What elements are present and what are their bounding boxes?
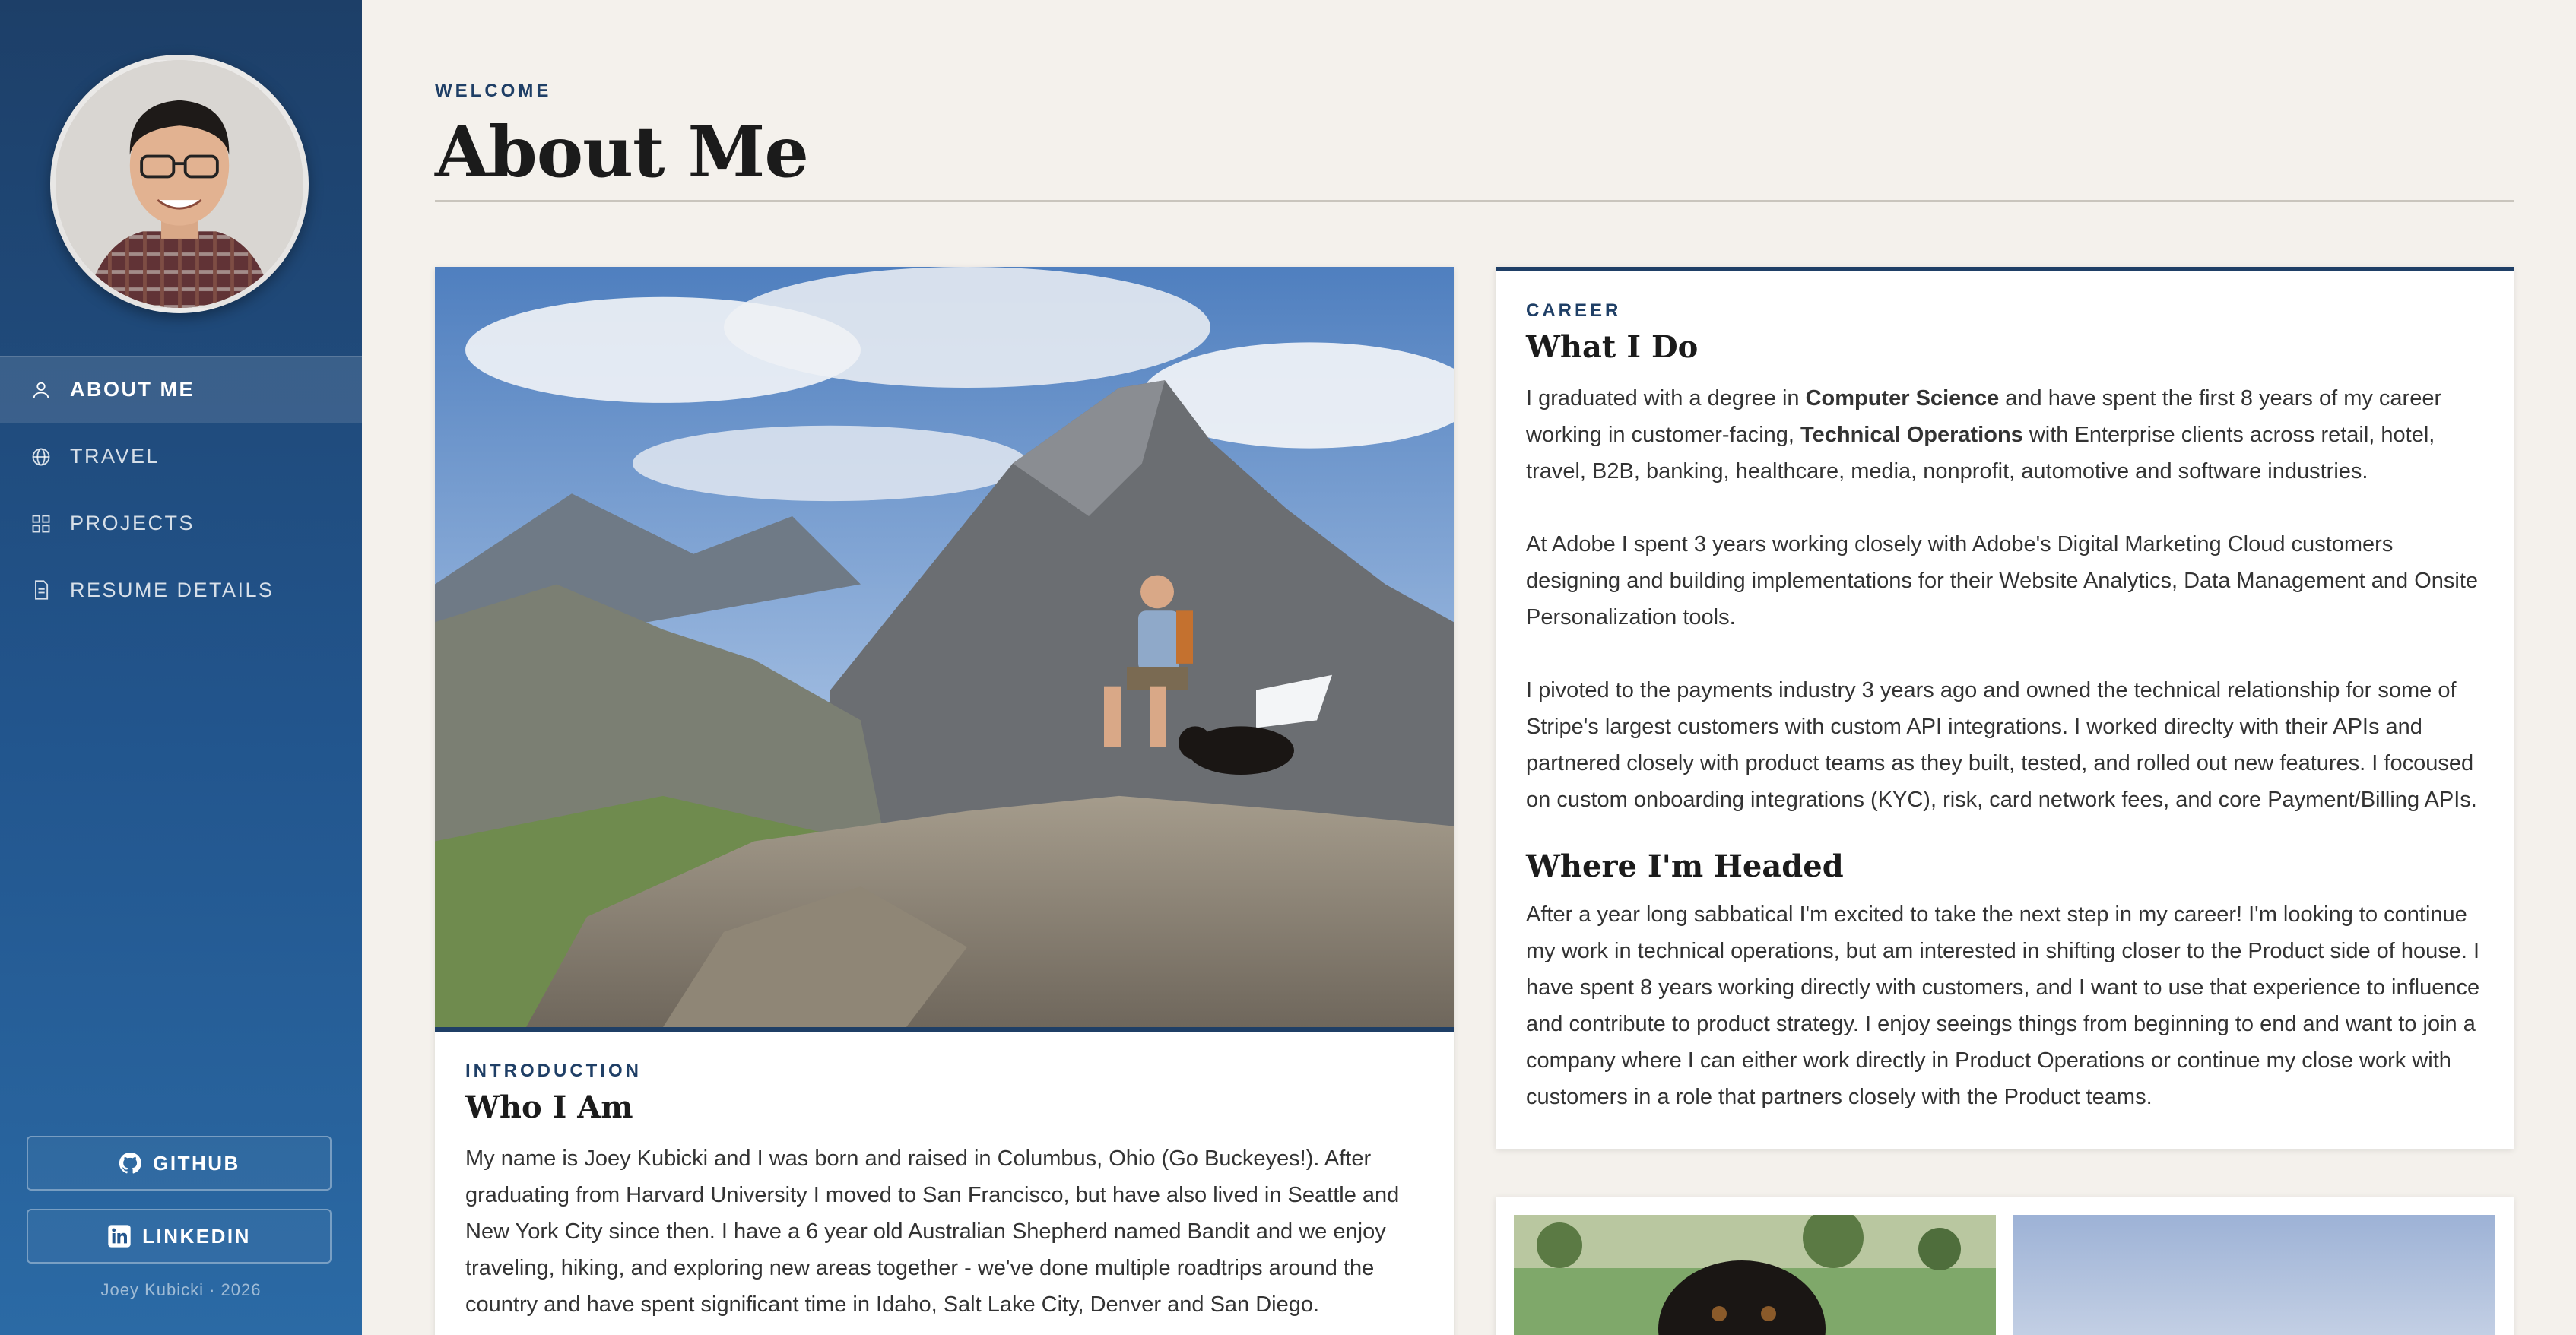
page-eyebrow: WELCOME	[435, 81, 552, 101]
mountain-photo	[435, 267, 1454, 1027]
avatar	[50, 55, 309, 313]
github-label: GITHUB	[153, 1151, 240, 1175]
career-body	[1496, 271, 2514, 1115]
footer-note: Joey Kubicki · 2026	[100, 1280, 262, 1299]
dog-photo[interactable]	[1514, 1215, 1996, 1335]
intro-eyebrow: INTRODUCTION	[465, 1061, 642, 1081]
nav-item-resume-details[interactable]	[0, 557, 362, 623]
sky-photo[interactable]	[2013, 1215, 2495, 1335]
nav-item-about-me[interactable]	[0, 356, 362, 423]
header-divider	[435, 200, 2514, 202]
github-icon	[118, 1151, 142, 1175]
nav-item-projects[interactable]	[0, 490, 362, 557]
document-icon	[30, 579, 52, 601]
person-icon	[30, 379, 52, 401]
intro-card	[435, 267, 1454, 1335]
nav-item-travel[interactable]	[0, 423, 362, 490]
headed-text: After a year long sabbatical I'm excited to take the next step in my career! I'm looking to continue my work in technical operations, but am interested in shifting closer to the Product side of house. I have spent 8 years working directly with customers, and I want to use that experience to influence and contribute to product strategy. I enjoy seeings things from beginning to end and want to join a company where I can either work directly in Product Operations or continue my close work with customers in a role that partners closely with the Product teams.	[1526, 902, 2480, 1109]
nav-label: PROJECTS	[70, 512, 195, 534]
globe-icon	[30, 446, 52, 468]
sidebar-nav	[0, 356, 362, 623]
page-title: About Me	[435, 111, 808, 193]
career-card	[1496, 267, 2514, 1149]
sidebar	[0, 0, 362, 1335]
career-paragraph-1	[1526, 380, 2483, 490]
text-segment: I graduated with a degree in	[1526, 386, 1806, 411]
github-button[interactable]	[27, 1136, 332, 1191]
nav-label: RESUME DETAILS	[70, 578, 274, 601]
highlight-technical-operations: Technical Operations	[1800, 423, 2023, 447]
profile-photo	[56, 60, 303, 308]
sky-image	[2013, 1215, 2495, 1335]
gallery-card	[1496, 1197, 2514, 1335]
career-paragraph-3: I pivoted to the payments industry 3 years ago and owned the technical relationship for some of Stripe's largest customers with custom API integrations. I worked direclty with their APIs and partnered closely with product teams as they built, tested, and rolled out new features. I focoused on custom onboarding integrations (KYC), risk, card network fees, and core Payment/Billing APIs.	[1526, 678, 2477, 812]
hiking-photo	[435, 267, 1454, 1032]
career-paragraph-2: At Adobe I spent 3 years working closely with Adobe's Digital Marketing Cloud customers designing and building implementations for their Website Analytics, Data Management and Onsite Personalization tools.	[1526, 532, 2479, 629]
text-segment: and have spent the first 8 years of my career working in customer-facing,	[1526, 386, 2442, 447]
headed-title: Where I'm Headed	[1526, 848, 1844, 884]
intro-text: My name is Joey Kubicki and I was born and raised in Columbus, Ohio (Go Buckeyes!). After graduating from Harvard University I moved to San Francisco, but have also lived in Seattle and New York City since then. I have a 6 year old Australian Shepherd named Bandit and we enjoy traveling, hiking, and exploring new areas together - we've done multiple roadtrips around the country and have spent significant time in Idaho, Salt Lake City, Denver and San Diego.	[465, 1146, 1400, 1317]
linkedin-button[interactable]	[27, 1209, 332, 1264]
page-header	[435, 81, 2514, 193]
linkedin-icon	[107, 1224, 132, 1248]
nav-label: TRAVEL	[70, 445, 160, 468]
nav-label: ABOUT ME	[70, 378, 195, 401]
dog-park-image	[1514, 1215, 1996, 1335]
career-eyebrow: CAREER	[1526, 300, 1622, 321]
text-segment: with Enterprise clients across retail, hotel, travel, B2B, banking, healthcare, media, nonprofit, automotive and software industries.	[1526, 423, 2435, 484]
linkedin-label: LINKEDIN	[142, 1224, 251, 1248]
career-title: What I Do	[1526, 329, 1699, 365]
intro-title: Who I Am	[465, 1089, 633, 1125]
highlight-computer-science: Computer Science	[1805, 386, 2000, 411]
intro-body	[435, 1032, 1454, 1323]
grid-icon	[30, 513, 52, 534]
